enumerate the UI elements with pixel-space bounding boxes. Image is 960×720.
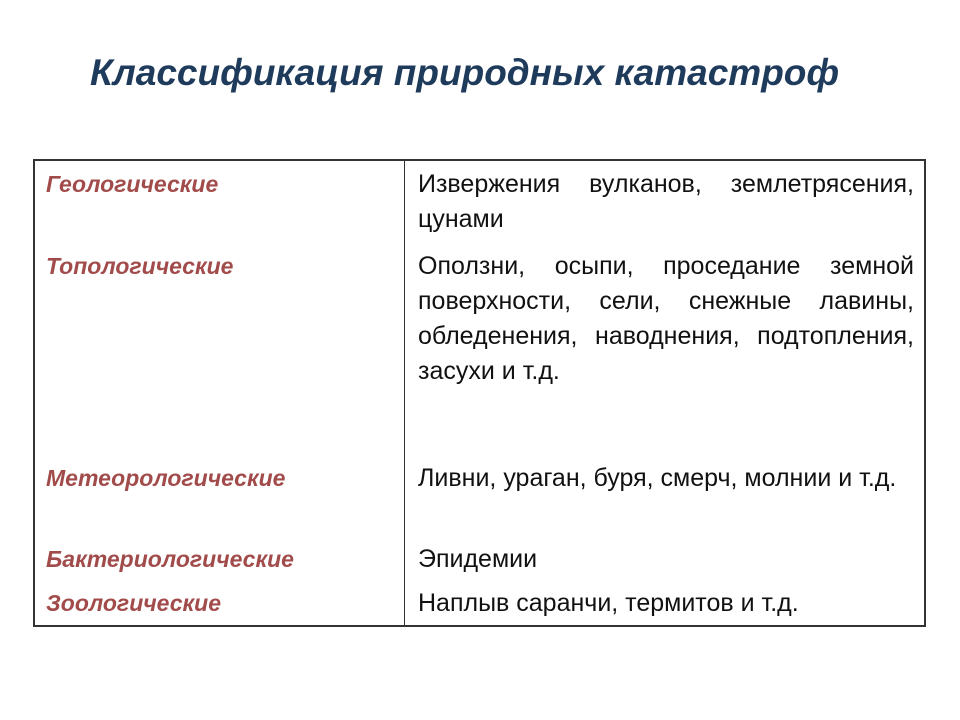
slide-title: Классификация природных катастроф (90, 52, 840, 93)
description-geological: Извержения вулканов, землетрясения, цунами (418, 170, 914, 233)
description-bacteriological: Эпидемии (418, 545, 538, 573)
category-bacteriological: Бактериологические (46, 546, 294, 572)
category-topological: Топологические (46, 253, 234, 279)
category-geological: Геологические (46, 171, 219, 197)
description-topological: Оползни, осыпи, проседание земной поверхности, сели, снежные лавины, обледенения, наводнения, подтопления, засухи и т.д. (418, 252, 914, 385)
column-divider (404, 159, 405, 627)
description-meteorological: Ливни, ураган, буря, смерч, молнии и т.д. (418, 464, 897, 492)
category-zoological: Зоологические (46, 590, 222, 616)
description-zoological: Наплыв саранчи, термитов и т.д. (418, 589, 799, 617)
category-meteorological: Метеорологические (46, 465, 286, 491)
